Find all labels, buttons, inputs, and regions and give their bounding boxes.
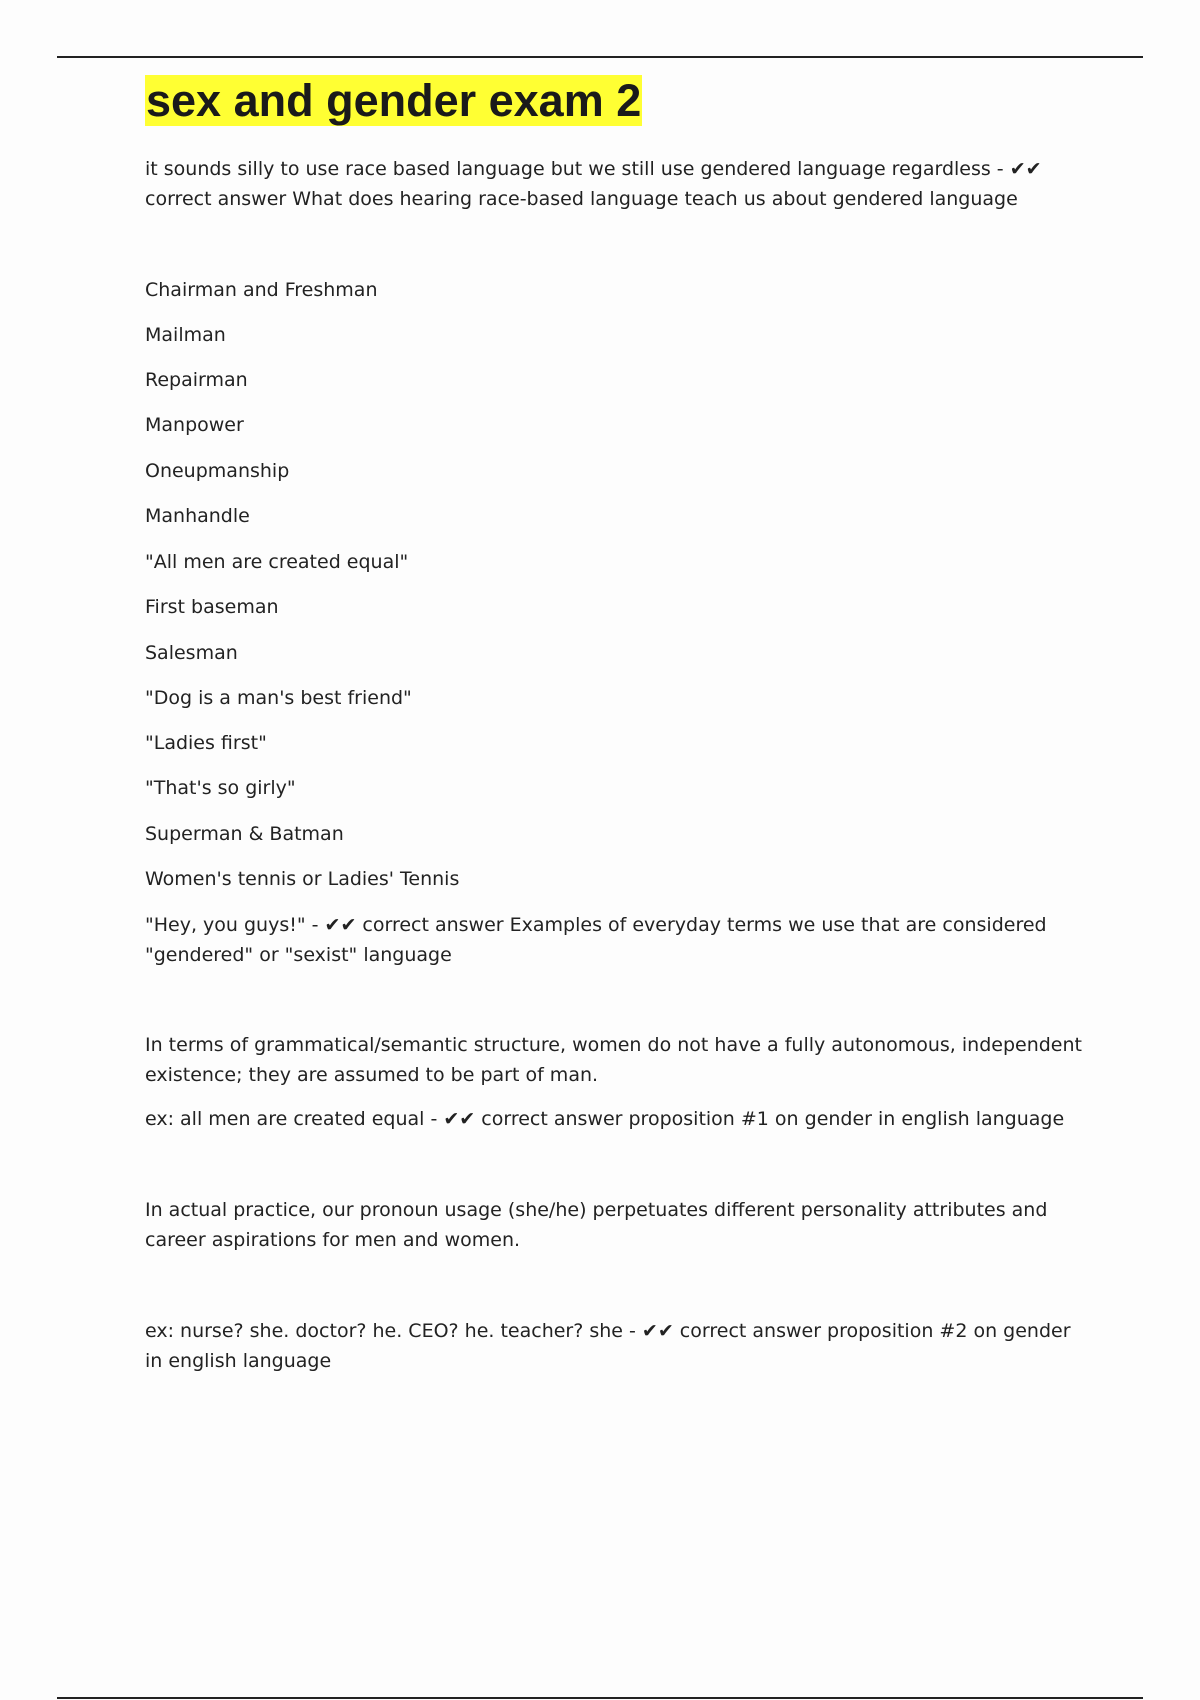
qa-paragraph: In terms of grammatical/semantic structure, women do not have a fully autonomous, independent existence; they are assumed to be part of man. bbox=[145, 1034, 1082, 1086]
term-item: Manhandle bbox=[145, 505, 250, 527]
term-item: "Dog is a man's best friend" bbox=[145, 687, 412, 709]
qa-paragraph: ex: nurse? she. doctor? he. CEO? he. teacher? she - ✔✔ correct answer proposition #2 on gender in english language bbox=[145, 1320, 1071, 1372]
term-item: Repairman bbox=[145, 369, 248, 391]
term-item: Manpower bbox=[145, 414, 244, 436]
qa-paragraph: ex: all men are created equal - ✔✔ correct answer proposition #1 on gender in english language bbox=[145, 1108, 1065, 1130]
term-item: "Ladies first" bbox=[145, 732, 267, 754]
term-item: Oneupmanship bbox=[145, 460, 290, 482]
qa-paragraph: "Hey, you guys!" - ✔✔ correct answer Examples of everyday terms we use that are considered "gendered" or "sexist" language bbox=[145, 914, 1047, 966]
term-item: Superman & Batman bbox=[145, 823, 344, 845]
qa-paragraph: it sounds silly to use race based language but we still use gendered language regardless - ✔✔ correct answer What does hearing race-based language teach us about gendered language bbox=[145, 158, 1042, 210]
term-item: First baseman bbox=[145, 596, 279, 618]
term-item: Women's tennis or Ladies' Tennis bbox=[145, 868, 460, 890]
top-rule bbox=[57, 56, 1143, 58]
bottom-rule bbox=[57, 1697, 1143, 1699]
term-item: Chairman and Freshman bbox=[145, 279, 378, 301]
term-item: "That's so girly" bbox=[145, 777, 296, 799]
document-title bbox=[145, 74, 642, 128]
term-item: "All men are created equal" bbox=[145, 551, 409, 573]
term-item: Mailman bbox=[145, 324, 226, 346]
term-item: Salesman bbox=[145, 642, 238, 664]
qa-paragraph: In actual practice, our pronoun usage (she/he) perpetuates different personality attributes and career aspirations for men and women. bbox=[145, 1199, 1048, 1251]
title-highlight: sex and gender exam 2 bbox=[146, 75, 642, 126]
